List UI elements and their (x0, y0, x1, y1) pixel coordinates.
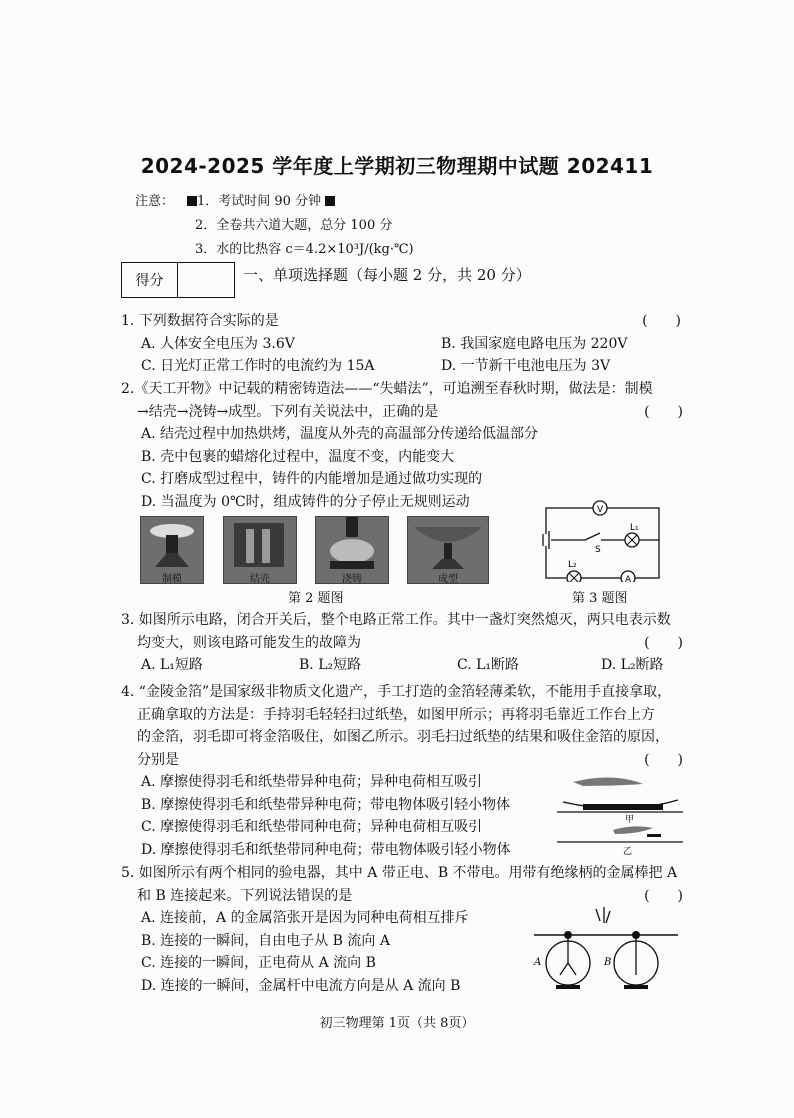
switch-label: S (595, 545, 601, 555)
answer-paren: ( ) (644, 634, 683, 651)
q2-option-d: D. 当温度为 0℃时，组成铸件的分子停止无规则运动 (141, 493, 470, 510)
photo-label: 浇铸 (342, 574, 362, 585)
q2-option-b: B. 壳中包裹的蜡熔化过程中，温度不变，内能变大 (141, 448, 455, 465)
score-box (121, 262, 235, 298)
answer-paren: ( ) (644, 751, 683, 768)
q5-option-d: D. 连接的一瞬间，金属杆中电流方向是从 A 流向 B (141, 977, 461, 994)
q2-stem-2: →结壳→浇铸→成型。下列有关说法中，正确的是 (137, 403, 439, 420)
page-footer: 初三物理第 1页（共 8页） (319, 1016, 475, 1031)
note-1: 1．考试时间 90 分钟 (197, 194, 322, 209)
q3-option-b: B. L₂短路 (299, 657, 362, 673)
voltmeter-label: V (597, 505, 604, 515)
scan-mark-icon (325, 196, 335, 206)
q3-option-d: D. L₂断路 (601, 657, 664, 673)
note-3: 3．水的比热容 c＝4.2×10³J/(kg·℃) (195, 242, 414, 257)
q1-option-b: B. 我国家庭电路电压为 220V (441, 335, 628, 352)
answer-paren: ( ) (642, 313, 681, 329)
q4-stem-4: 分别是 (137, 751, 179, 768)
fig-jia-label: 甲 (625, 815, 635, 825)
q4-option-d: D. 摩擦使得羽毛和纸垫带同种电荷；带电物体吸引轻小物体 (141, 841, 511, 858)
photo-mold (140, 516, 204, 584)
q5-stem-1: 5. 如图所示有两个相同的验电器，其中 A 带正电、B 不带电。用带有绝缘柄的金属棒把 A (121, 865, 678, 881)
fig5-electroscopes (528, 905, 683, 1000)
lamp-l2-label: L₂ (568, 560, 577, 570)
q1-stem: 1. 下列数据符合实际的是 (121, 313, 279, 329)
fig4-feather-diagram (553, 772, 688, 862)
q5-stem-2: 和 B 连接起来。下列说法错误的是 (137, 887, 353, 904)
q4-option-c: C. 摩擦使得羽毛和纸垫带同种电荷；异种电荷相互吸引 (141, 819, 483, 835)
photo-label: 成型 (438, 574, 458, 585)
q5-option-b: B. 连接的一瞬间，自由电子从 B 流向 A (141, 932, 390, 949)
score-label: 得分 (122, 263, 178, 297)
q1-option-d: D. 一节新干电池电压为 3V (441, 358, 611, 374)
photo-label: 制模 (162, 574, 182, 585)
answer-paren: ( ) (644, 887, 683, 904)
shell-figure-icon (224, 517, 296, 573)
q4-option-b: B. 摩擦使得羽毛和纸垫带异种电荷；带电物体吸引轻小物体 (141, 796, 511, 813)
question-1 (121, 310, 681, 378)
fig-yi-label: 乙 (623, 847, 633, 857)
q3-option-c: C. L₁断路 (457, 657, 520, 673)
q3-stem-1: 3. 如图所示电路，闭合开关后，整个电路正常工作。其中一盏灯突然熄灭，两只电表示数 (121, 612, 671, 628)
photo-label: 结壳 (250, 574, 270, 585)
answer-paren: ( ) (644, 403, 683, 420)
notes-block (135, 190, 414, 262)
electroscope-a-label: A (534, 957, 542, 968)
ammeter-label: A (625, 575, 632, 582)
q4-stem-1: 4. “金陵金箔”是国家级非物质文化遗产，手工打造的金箔轻薄柔软，不能用手直接拿取， (121, 684, 672, 700)
q4-option-a: A. 摩擦使得羽毛和纸垫带异种电荷；异种电荷相互吸引 (141, 774, 483, 790)
section-1-heading: 一、单项选择题（每小题 2 分，共 20 分） (243, 266, 531, 284)
note-2: 2．全卷共六道大题，总分 100 分 (195, 218, 393, 233)
q1-option-c: C. 日光灯正常工作时的电流约为 15A (141, 358, 375, 374)
q3-stem-2: 均变大，则该电路可能发生的故障为 (137, 634, 361, 651)
photo-shell (223, 516, 297, 584)
q5-option-c: C. 连接的一瞬间，正电荷从 A 流向 B (141, 955, 376, 971)
q4-stem-3: 的金箔，羽毛即可将金箔吸住，如图乙所示。羽毛扫过纸垫的结果和吸住金箔的原因， (137, 729, 669, 745)
photo-finished (407, 516, 489, 584)
q4-stem-2: 正确拿取的方法是：手持羽毛轻轻扫过纸垫，如图甲所示；再将羽毛靠近工作台上方 (137, 706, 655, 723)
q5-option-a: A. 连接前，A 的金属箔张开是因为同种电荷相互排斥 (141, 910, 469, 926)
finished-figure-icon (408, 517, 488, 573)
q2-stem-1: 2.《天工开物》中记载的精密铸造法——“失蜡法”，可追溯至春秋时期，做法是：制模 (121, 381, 653, 397)
exam-title: 2024-2025 学年度上学期初三物理期中试题 202411 (140, 154, 654, 178)
electroscope-b-label: B (604, 957, 612, 968)
pour-figure-icon (316, 517, 388, 573)
score-blank (178, 263, 234, 297)
scan-mark-icon (187, 196, 197, 206)
q3-option-a: A. L₁短路 (141, 657, 203, 673)
fig3-circuit-diagram (540, 500, 665, 582)
mold-figure-icon (141, 517, 203, 573)
fig3-caption: 第 3 题图 (572, 591, 628, 606)
fig2-caption: 第 2 题图 (288, 591, 344, 606)
notes-label: 注意： (135, 194, 175, 209)
lamp-l1-label: L₁ (630, 523, 639, 533)
question-3 (121, 609, 711, 677)
q1-option-a: A. 人体安全电压为 3.6V (141, 335, 295, 352)
photo-pour (315, 516, 389, 584)
question-2 (121, 378, 711, 513)
q2-option-a: A. 结壳过程中加热烘烤，温度从外壳的高温部分传递给低温部分 (141, 426, 539, 442)
q2-option-c: C. 打磨成型过程中，铸件的内能增加是通过做功实现的 (141, 471, 483, 487)
